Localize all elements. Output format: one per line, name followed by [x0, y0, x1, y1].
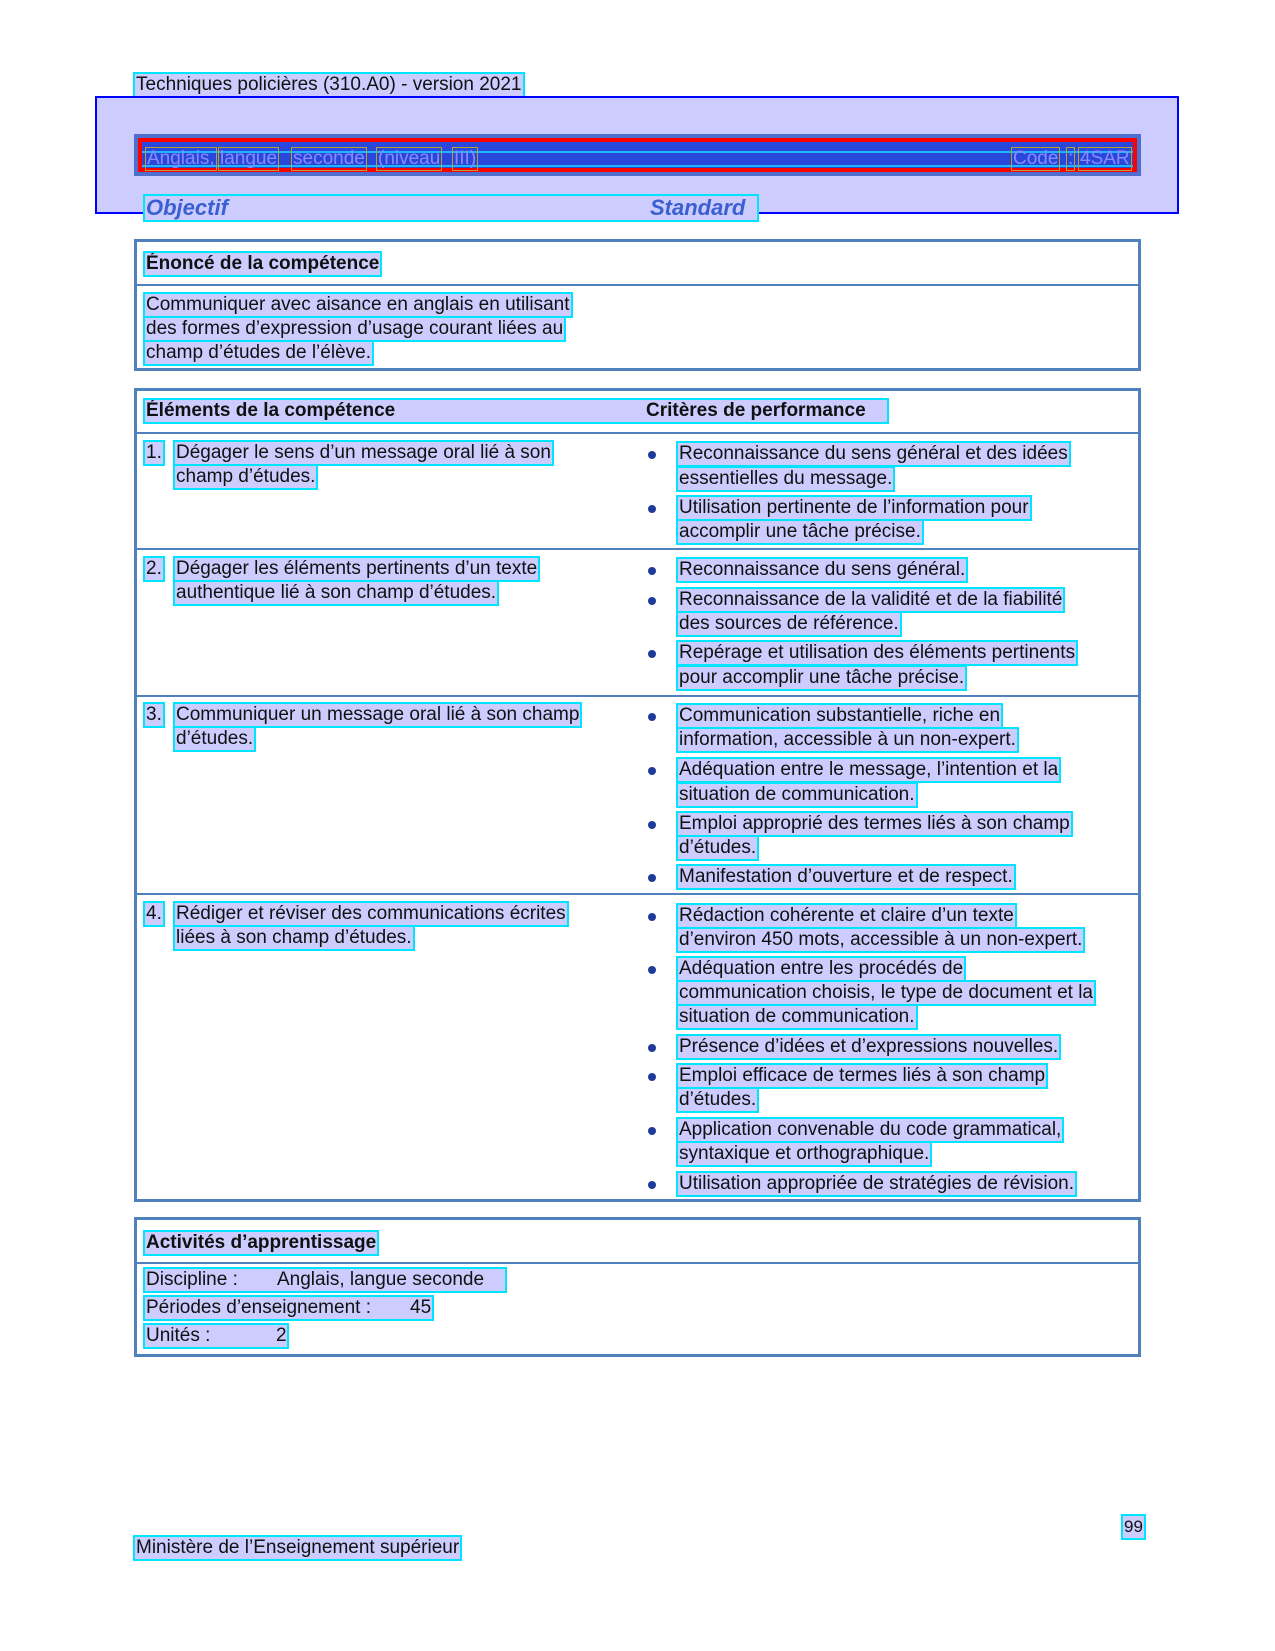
course-title-word: (niveau — [378, 148, 441, 169]
bullet-icon — [648, 451, 656, 459]
element-line: Dégager les éléments pertinents d’un texte — [176, 558, 538, 579]
criterion-line: syntaxique et orthographique. — [679, 1143, 930, 1164]
criterion-line: situation de communication. — [679, 784, 915, 805]
periodes-label: Périodes d’enseignement : — [146, 1297, 371, 1318]
enonce-line: Communiquer avec aisance en anglais en utilisant — [146, 294, 570, 315]
course-title-word: seconde — [293, 148, 365, 169]
element-number: 1. — [146, 442, 162, 463]
element-number: 4. — [146, 903, 162, 924]
enonce-line: des formes d’expression d’usage courant liées au — [146, 318, 564, 339]
element-line: Rédiger et réviser des communications écrites — [176, 903, 566, 924]
criterion-line: communication choisis, le type de document et la — [679, 982, 1093, 1003]
criterion-line: Application convenable du code grammatical, — [679, 1119, 1062, 1140]
bullet-icon — [648, 913, 656, 921]
criterion-line: Adéquation entre les procédés de — [679, 958, 964, 979]
element-number: 2. — [146, 558, 162, 579]
element-line: d’études. — [176, 728, 254, 749]
program-header: Techniques policières (310.A0) - version 2021 — [136, 74, 522, 95]
criterion-line: Utilisation appropriée de stratégies de révision. — [679, 1173, 1074, 1194]
element-number: 3. — [146, 704, 162, 725]
criterion-line: Reconnaissance de la validité et de la fiabilité — [679, 589, 1063, 610]
criterion-line: pour accomplir une tâche précise. — [679, 667, 965, 688]
course-title-word: III) — [454, 148, 477, 169]
divider — [137, 284, 1138, 286]
unites-label: Unités : — [146, 1325, 211, 1346]
divider — [137, 695, 1138, 697]
page-number: 99 — [1124, 1517, 1143, 1536]
bullet-icon — [648, 505, 656, 513]
bullet-icon — [648, 1044, 656, 1052]
code-separator: : — [1068, 148, 1074, 169]
discipline-label: Discipline : — [146, 1269, 238, 1290]
criterion-line: Repérage et utilisation des éléments pertinents — [679, 642, 1076, 663]
enonce-heading: Énoncé de la compétence — [146, 253, 380, 274]
objective-label: Objectif — [146, 195, 228, 220]
divider — [137, 893, 1138, 895]
bullet-icon — [648, 767, 656, 775]
objective-column-label — [145, 196, 757, 220]
periodes-row — [145, 1297, 432, 1319]
criterion-line: accomplir une tâche précise. — [679, 521, 921, 542]
activites-heading: Activités d’apprentissage — [146, 1232, 377, 1253]
bullet-icon — [648, 1073, 656, 1081]
criterion-line: d’environ 450 mots, accessible à un non-expert. — [679, 929, 1083, 950]
criterion-line: Utilisation pertinente de l’information pour — [679, 497, 1029, 518]
periodes-value: 45 — [410, 1297, 432, 1318]
criterion-line: information, accessible à un non-expert. — [679, 729, 1016, 750]
criterion-line: situation de communication. — [679, 1006, 915, 1027]
criterion-line: Communication substantielle, riche en — [679, 705, 1001, 726]
criterion-line: Présence d’idées et d’expressions nouvelles. — [679, 1036, 1059, 1057]
unites-row — [145, 1325, 287, 1347]
element-line: Dégager le sens d’un message oral lié à son — [176, 442, 551, 463]
footer-ministry: Ministère de l’Enseignement supérieur — [136, 1537, 460, 1558]
criterion-line: d’études. — [679, 1089, 757, 1110]
bullet-icon — [648, 1181, 656, 1189]
criterion-line: Reconnaissance du sens général. — [679, 559, 966, 580]
criterion-line: essentielles du message. — [679, 468, 893, 489]
course-title-word: langue — [220, 148, 278, 169]
criterion-line: Emploi approprié des termes liés à son champ — [679, 813, 1070, 834]
code-label: Code — [1013, 148, 1059, 169]
elements-heading-left: Éléments de la compétence — [146, 400, 396, 421]
criterion-line: d’études. — [679, 837, 757, 858]
discipline-value: Anglais, langue seconde — [277, 1269, 485, 1290]
element-line: Communiquer un message oral lié à son champ — [176, 704, 580, 725]
criterion-line: des sources de référence. — [679, 613, 899, 634]
divider — [137, 548, 1138, 550]
bullet-icon — [648, 567, 656, 575]
bullet-icon — [648, 821, 656, 829]
divider — [137, 432, 1138, 434]
unites-value: 2 — [276, 1325, 287, 1346]
bullet-icon — [648, 650, 656, 658]
standard-label: Standard — [650, 195, 746, 220]
bullet-icon — [648, 874, 656, 882]
elements-heading — [145, 400, 887, 422]
element-line: liées à son champ d’études. — [176, 927, 412, 948]
bullet-icon — [648, 597, 656, 605]
discipline-row — [145, 1269, 505, 1291]
divider — [137, 1262, 1138, 1264]
course-title-word: Anglais, — [147, 148, 215, 169]
criterion-line: Manifestation d’ouverture et de respect. — [679, 866, 1013, 887]
criteria-heading: Critères de performance — [646, 400, 866, 421]
bullet-icon — [648, 713, 656, 721]
element-line: authentique lié à son champ d’études. — [176, 582, 497, 603]
criterion-line: Adéquation entre le message, l’intention et la — [679, 759, 1059, 780]
bullet-icon — [648, 966, 656, 974]
bullet-icon — [648, 1127, 656, 1135]
course-code: 4SAR — [1080, 148, 1130, 169]
criterion-line: Reconnaissance du sens général et des idées — [679, 443, 1068, 464]
criterion-line: Emploi efficace de termes liés à son champ — [679, 1065, 1046, 1086]
criterion-line: Rédaction cohérente et claire d’un texte — [679, 905, 1014, 926]
element-line: champ d’études. — [176, 466, 316, 487]
enonce-line: champ d’études de l’élève. — [146, 342, 371, 363]
